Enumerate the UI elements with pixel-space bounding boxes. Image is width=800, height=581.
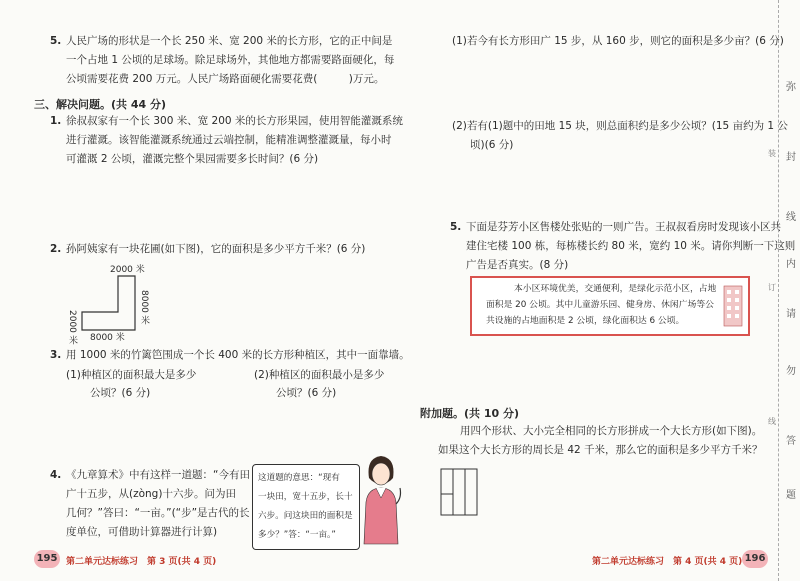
left-footer: 第二单元达标练习 第 3 页(共 4 页) bbox=[66, 557, 217, 567]
q2-number: 2. bbox=[50, 243, 62, 255]
label-left-2000m: 2000 米 bbox=[67, 310, 77, 345]
garden-outline bbox=[82, 276, 135, 330]
q3-sub1-line1: (1)种植区的面积最大是多少 bbox=[66, 369, 197, 381]
sidebar-char-1: 弥 bbox=[786, 82, 796, 93]
sidebar-char-3: 线 bbox=[786, 212, 796, 223]
q4-line4: 度单位，可借助计算器进行计算) bbox=[66, 526, 218, 538]
q3-sub1-line2: 公顷？(6 分) bbox=[90, 387, 151, 399]
q5-left: 5. bbox=[50, 35, 62, 47]
sidebar-char-4: 内 bbox=[786, 259, 796, 270]
bonus-line2: 如果这个大长方形的周长是 42 千米，那么它的面积是多少平方千米？ bbox=[438, 444, 763, 456]
page-number-196: 196 bbox=[742, 550, 768, 568]
teacher-illustration bbox=[356, 448, 406, 548]
sidebar-char-7: 答 bbox=[786, 436, 796, 447]
q3-number: 3. bbox=[50, 349, 62, 361]
q5-line3: 公顷需要花费 200 万元。人民广场路面硬化需要花费( )万元。 bbox=[66, 73, 385, 85]
ad-line2: 面积是 20 公顷。其中儿童游乐园、健身房、休闲广场等公 bbox=[486, 300, 714, 310]
bubble-text: 这道题的意思：“现有 一块田，宽十五步，长十 六步。问这块田的面积是 多少？”答：“一亩。” bbox=[258, 473, 353, 540]
building-icon bbox=[722, 282, 744, 328]
q1-number: 1. bbox=[50, 115, 62, 127]
sidebar-char-6: 勿 bbox=[786, 366, 796, 377]
sidebar-char-8: 题 bbox=[786, 490, 796, 501]
q1-line3: 可灌溉 2 公顷，灌溉完整个果园需要多长时间？(6 分) bbox=[66, 153, 319, 165]
bonus-heading: 附加题。(共 10 分) bbox=[420, 407, 520, 420]
r-q5-line2: 建住宅楼 100 栋，每栋楼长约 80 米，宽约 10 米。请你判断一下这则 bbox=[466, 240, 796, 252]
r-q5-number: 5. bbox=[450, 221, 462, 233]
ad-line1: 本小区环境优美，交通便利，是绿化示范小区，占地 bbox=[514, 284, 717, 294]
label-top-2000m: 2000 米 bbox=[110, 265, 145, 275]
q3-text: 用 1000 米的竹篱笆围成一个长 400 米的长方形种植区，其中一面靠墙。 bbox=[66, 349, 410, 361]
label-right-8000m: 8000 米 bbox=[139, 290, 149, 325]
q4-line2: 广十五步，从(zòng)十六步。问为田 bbox=[66, 488, 236, 500]
q3-sub2-line1: (2)种植区的面积最小是多少 bbox=[254, 369, 385, 381]
q1-line2: 进行灌溉。该智能灌溉系统通过云端控制，能精准调整灌溉量，每小时 bbox=[66, 134, 392, 146]
q5-line2: 一个占地 1 公顷的足球场。除足球场外，其他地方都需要路面硬化，每 bbox=[66, 54, 395, 66]
four-rectangles-figure bbox=[440, 468, 480, 516]
binding-line bbox=[778, 0, 780, 581]
sidebar-small-3: 线 bbox=[768, 417, 776, 426]
q2-text: 孙阿姨家有一块花圃(如下图)，它的面积是多少平方千米？(6 分) bbox=[66, 243, 366, 255]
r-q5-line1: 下面是芬芳小区售楼处张贴的一则广告。王叔叔看房时发现该小区共 bbox=[466, 221, 781, 233]
sidebar-small-1: 装 bbox=[768, 149, 776, 158]
sidebar-char-2: 封 bbox=[786, 152, 796, 163]
section-3-heading: 三、解决问题。(共 44 分) bbox=[34, 98, 167, 111]
page-number-195: 195 bbox=[34, 550, 60, 568]
q1-line1: 徐叔叔家有一个长 300 米、宽 200 米的长方形果园，使用智能灌溉系统 bbox=[66, 115, 403, 127]
q4-sub1: (1)若今有长方形田广 15 步，从 160 步，则它的面积是多少亩？(6 分) bbox=[452, 35, 784, 47]
right-footer: 第二单元达标练习 第 4 页(共 4 页) bbox=[592, 557, 743, 567]
q3-sub2-line2: 公顷？(6 分) bbox=[276, 387, 337, 399]
label-bottom-8000m: 8000 米 bbox=[90, 333, 125, 343]
bonus-line1: 用四个形状、大小完全相同的长方形拼成一个大长方形(如下图)。 bbox=[460, 425, 763, 437]
speech-bubble bbox=[252, 464, 360, 550]
ad-line3: 共设施的占地面积是 2 公顷，绿化面积达 6 公顷。 bbox=[486, 316, 685, 326]
advertisement-box bbox=[470, 276, 750, 336]
sidebar-char-5: 请 bbox=[786, 309, 796, 320]
sidebar-small-2: 订 bbox=[768, 283, 776, 292]
q4-line3: 几何？”答曰：“一亩。”(“步”是古代的长 bbox=[66, 507, 250, 519]
q4-line1: 《九章算术》中有这样一道题：“今有田 bbox=[66, 469, 250, 481]
q4-sub2-line2: 顷)(6 分) bbox=[470, 139, 514, 151]
r-q5-line3: 广告是否真实。(8 分) bbox=[466, 259, 569, 271]
q4-sub2-line1: (2)若有(1)题中的田地 15 块，则总面积约是多少公顷？(15 亩约为 1 公 bbox=[452, 120, 788, 132]
q4-number: 4. bbox=[50, 469, 62, 481]
q5-line1: 人民广场的形状是一个长 250 米、宽 200 米的长方形，它的正中间是 bbox=[66, 35, 393, 47]
